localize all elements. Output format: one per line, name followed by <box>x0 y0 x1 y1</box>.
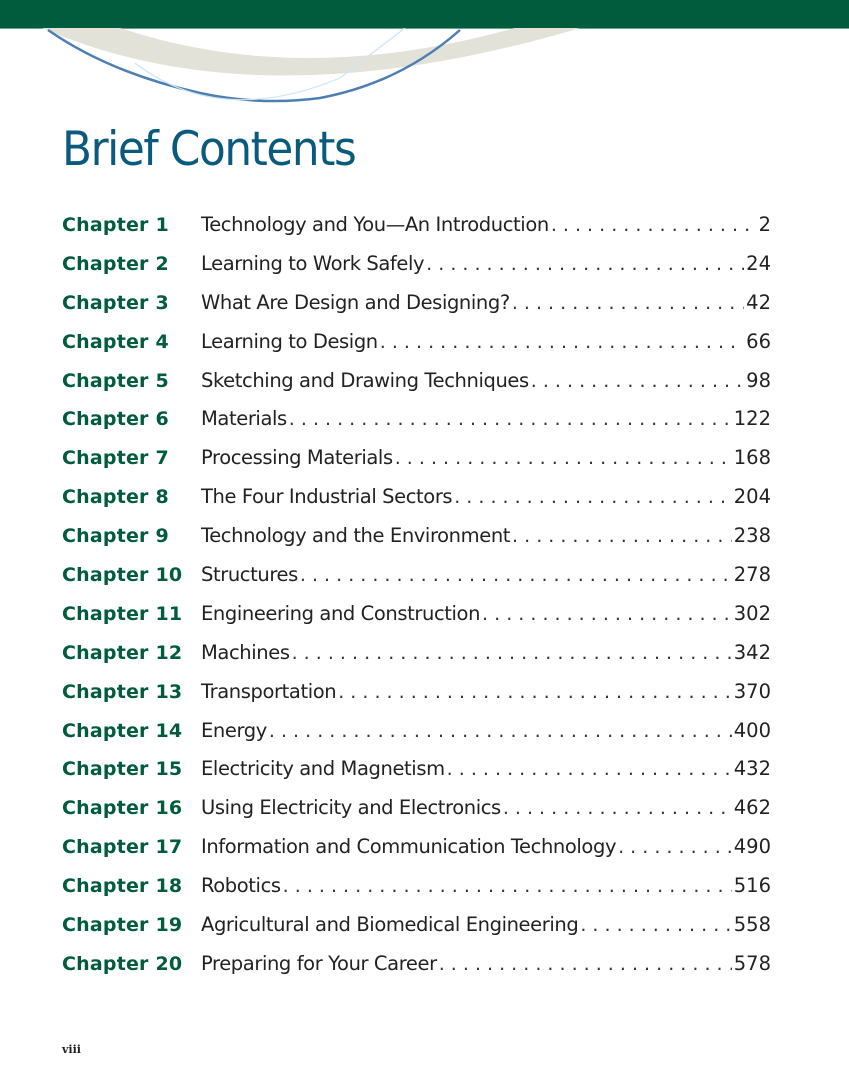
toc-entry[interactable] <box>62 403 771 442</box>
chapter-page: 400 <box>733 718 771 742</box>
chapter-label: Chapter 10 <box>62 564 183 587</box>
leader-dots <box>439 948 732 980</box>
chapter-page: 516 <box>733 874 771 898</box>
chapter-title: Learning to Design <box>201 329 378 353</box>
chapter-title: Machines <box>201 640 290 664</box>
chapter-label: Chapter 16 <box>62 797 183 820</box>
leader-dots <box>454 481 732 513</box>
chapter-title: Technology and You—An Introduction <box>201 213 549 236</box>
toc-entry[interactable] <box>62 287 771 326</box>
chapter-page: 122 <box>733 407 771 431</box>
toc-entry[interactable] <box>62 792 771 831</box>
chapter-title: Structures <box>201 563 298 587</box>
chapter-title: Technology and the Environment <box>201 524 511 548</box>
toc-entry[interactable] <box>62 248 771 287</box>
page-number: viii <box>62 1043 81 1056</box>
chapter-label: Chapter 5 <box>62 369 169 392</box>
chapter-title: Learning to Work Safely <box>201 251 425 275</box>
toc-entry[interactable] <box>62 326 771 365</box>
chapter-label: Chapter 12 <box>62 641 183 664</box>
toc-entry[interactable] <box>62 909 771 948</box>
chapter-page: 462 <box>733 796 771 820</box>
leader-dots <box>580 909 731 941</box>
chapter-page: 302 <box>733 601 771 625</box>
toc-entry[interactable] <box>62 442 771 481</box>
chapter-title: Preparing for Your Career <box>201 951 437 975</box>
chapter-title: Sketching and Drawing Techniques <box>201 368 529 392</box>
chapter-label: Chapter 13 <box>62 680 183 703</box>
chapter-label: Chapter 19 <box>62 914 183 937</box>
chapter-label: Chapter 17 <box>62 836 183 859</box>
chapter-title: Agricultural and Biomedical Engineering <box>201 913 579 937</box>
chapter-page: 278 <box>733 563 771 587</box>
leader-dots <box>395 442 732 474</box>
leader-dots <box>447 753 732 785</box>
chapter-label: Chapter 2 <box>62 252 169 275</box>
toc-entry[interactable] <box>62 676 771 715</box>
chapter-page: 342 <box>733 640 771 664</box>
leader-dots <box>512 520 732 552</box>
chapter-title: Electricity and Magnetism <box>201 757 445 781</box>
toc-entry[interactable] <box>62 637 771 676</box>
chapter-page: 204 <box>733 485 771 509</box>
toc-entry[interactable] <box>62 831 771 870</box>
chapter-page: 238 <box>733 524 771 548</box>
chapter-title: Using Electricity and Electronics <box>201 796 501 820</box>
toc-entry[interactable] <box>62 948 771 987</box>
chapter-title: Engineering and Construction <box>201 601 481 625</box>
leader-dots <box>292 637 732 669</box>
leader-dots <box>338 676 732 708</box>
toc-entry[interactable] <box>62 715 771 754</box>
chapter-title: What Are Design and Designing? <box>201 290 510 314</box>
chapter-label: Chapter 3 <box>62 291 169 314</box>
chapter-page: 432 <box>733 757 771 781</box>
chapter-title: Materials <box>201 407 287 431</box>
chapter-label: Chapter 20 <box>62 952 183 975</box>
chapter-title: The Four Industrial Sectors <box>201 485 453 509</box>
chapter-title: Processing Materials <box>201 446 393 470</box>
chapter-label: Chapter 11 <box>62 602 183 625</box>
leader-dots <box>283 870 732 902</box>
chapter-label: Chapter 6 <box>62 408 169 431</box>
chapter-page: 168 <box>733 446 771 470</box>
leader-dots <box>551 209 757 241</box>
decorative-swoosh <box>0 28 849 118</box>
toc-entry[interactable] <box>62 365 771 404</box>
leader-dots <box>512 287 744 319</box>
chapter-title: Robotics <box>201 874 281 898</box>
table-of-contents <box>62 209 771 987</box>
chapter-title: Transportation <box>201 679 337 703</box>
chapter-page: 578 <box>733 951 771 975</box>
toc-entry[interactable] <box>62 520 771 559</box>
chapter-label: Chapter 14 <box>62 719 183 742</box>
chapter-page: 98 <box>746 368 771 392</box>
leader-dots <box>482 598 732 630</box>
chapter-page: 24 <box>746 251 771 275</box>
leader-dots <box>380 326 744 358</box>
chapter-title: Energy <box>201 718 267 742</box>
chapter-label: Chapter 15 <box>62 758 183 781</box>
chapter-label: Chapter 1 <box>62 214 169 236</box>
chapter-page: 2 <box>758 213 771 236</box>
chapter-page: 490 <box>733 835 771 859</box>
chapter-label: Chapter 7 <box>62 447 169 470</box>
chapter-page: 558 <box>733 913 771 937</box>
toc-entry[interactable] <box>62 559 771 598</box>
leader-dots <box>618 831 732 863</box>
chapter-page: 66 <box>746 329 771 353</box>
chapter-page: 42 <box>746 290 771 314</box>
leader-dots <box>289 403 732 435</box>
chapter-label: Chapter 18 <box>62 875 183 898</box>
toc-entry[interactable] <box>62 753 771 792</box>
toc-entry[interactable] <box>62 598 771 637</box>
chapter-label: Chapter 9 <box>62 525 169 548</box>
toc-entry[interactable] <box>62 870 771 909</box>
header-bar <box>0 0 849 29</box>
chapter-title: Information and Communication Technology <box>201 835 617 859</box>
leader-dots <box>503 792 732 824</box>
chapter-page: 370 <box>733 679 771 703</box>
leader-dots <box>531 365 744 397</box>
toc-entry[interactable] <box>62 209 771 248</box>
chapter-label: Chapter 4 <box>62 330 169 353</box>
leader-dots <box>300 559 732 591</box>
toc-entry[interactable] <box>62 481 771 520</box>
leader-dots <box>269 715 732 747</box>
page-title: Brief Contents <box>62 122 356 177</box>
chapter-label: Chapter 8 <box>62 486 169 509</box>
leader-dots <box>426 248 744 280</box>
